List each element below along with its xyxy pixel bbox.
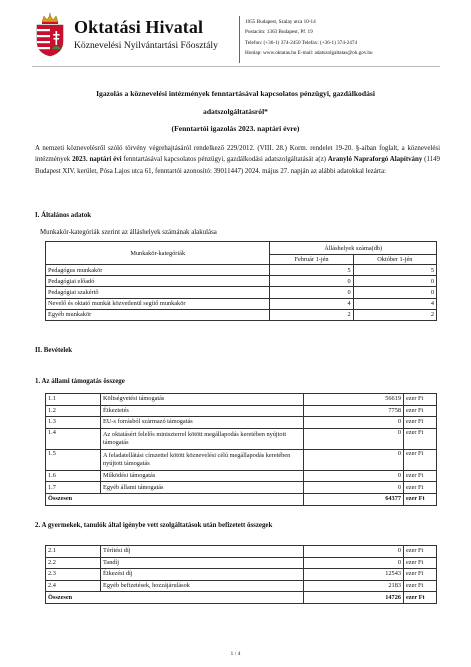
table-row [46,298,437,309]
row-number: 1.1 [46,394,101,406]
row-unit: ezer Ft [404,417,437,429]
table-row [46,276,437,287]
state-support-heading: 1. Az állami támogatás összege [35,378,125,385]
org-name: Oktatási Hivatal [74,17,204,37]
header-rule [32,66,440,67]
row-unit: ezer Ft [404,580,437,592]
fees-table [45,545,437,604]
row-unit: ezer Ft [404,482,437,494]
document-title [40,85,431,138]
row-label: A feladatellátási címzettel kötött köznevelési célú megállapodás keretében nyújtott támogatás [101,449,304,470]
total-row [46,592,437,604]
row-number: 1.2 [46,405,101,417]
row-unit: ezer Ft [404,394,437,406]
title-line-2: adatszolgáltatásról* [203,106,268,116]
address-line: 1055 Budapest, Szalay utca 10-14 [245,19,316,25]
row-number: 2.1 [46,546,101,558]
table-row [46,557,437,569]
table-row [46,394,437,406]
row-label: Pedagógiai előadó [46,276,270,287]
page-number: 1 / 4 [230,651,241,657]
row-number: 1.7 [46,482,101,494]
total-label: Összesen [46,493,304,505]
row-amount: 7758 [304,405,404,417]
intro-part-1: A nemzeti köznevelésről szóló törvény végrehajtásáról rendelkező 229/2012. (VIII. 28.) Korm. rendelet 19-20. §-aiban foglalt, a köznevelési intézmények [35,145,440,164]
table-caption: Munkakör-kategóriák szerint az álláshelyek számának alakulása [40,229,217,236]
row-label: Egyéb befizetések, hozzájárulások [101,580,304,592]
row-unit: ezer Ft [404,569,437,581]
row-label: Költségvetési támogatás [101,394,304,406]
row-label: Egyéb munkakör [46,309,270,320]
oct-value: 5 [353,265,436,276]
total-unit: ezer Ft [404,592,437,604]
total-label: Összesen [46,592,304,604]
row-amount: 0 [304,417,404,429]
title-line-3: (Fenntartói igazolás 2023. naptári évre) [171,124,300,133]
header-divider [239,16,240,63]
table-row [46,405,437,417]
row-number: 1.5 [46,449,101,470]
total-amount: 64377 [304,493,404,505]
feb-value: 0 [270,287,353,298]
table-row [46,482,437,494]
feb-value: 5 [270,265,353,276]
row-unit: ezer Ft [404,405,437,417]
feb-value: 0 [270,276,353,287]
row-label: Működési támogatás [101,470,304,482]
oct-value: 2 [353,309,436,320]
row-label: Térítési díj [101,546,304,558]
section-general-heading: I. Általános adatok [35,212,92,219]
row-amount: 0 [304,428,404,449]
contact-block [245,17,465,58]
postal-line: Postacím: 1363 Budapest, Pf. 19 [245,29,313,36]
row-amount: 56619 [304,394,404,406]
state-support-table [45,393,437,506]
row-label: Pedagógus munkakör [46,265,270,276]
row-label: Pedagógiai szakértő [46,287,270,298]
intro-part-3: fenntartásával kapcsolatos pénzügyi, gazdálkodási adatszolgáltatását a(z) [121,156,328,164]
total-unit: ezer Ft [404,493,437,505]
intro-year: 2023 [72,156,86,164]
feb-value: 4 [270,298,353,309]
table-row [46,265,437,276]
row-label: Étkezési díj [101,569,304,581]
title-line-1: Igazolás a köznevelési intézmények fenntartásával kapcsolatos pénzügyi, gazdálkodási [96,89,375,98]
row-label: EU-s forrásból származó támogatás [101,417,304,429]
table-row [46,470,437,482]
oct-value: 4 [353,298,436,309]
row-amount: 12543 [304,569,404,581]
table-row [46,449,437,470]
web-line: Honlap: www.oktatas.hu E-mail: adatszolgaltatas@oh.gov.hu [245,49,373,56]
table-row [46,309,437,320]
intro-paragraph [35,143,440,177]
org-subtitle: Köznevelési Nyilvántartási Főosztály [74,40,218,51]
row-label: Az oktatásért felelős miniszterrel kötött megállapodás keretében nyújtott támogatás [101,428,304,449]
row-label: Nevelő és oktató munkát közvetlenül segítő munkakör [46,298,270,309]
row-unit: ezer Ft [404,557,437,569]
row-unit: ezer Ft [404,546,437,558]
row-amount: 0 [304,557,404,569]
row-unit: ezer Ft [404,470,437,482]
row-number: 2.4 [46,580,101,592]
row-label: Egyéb állami támogatás [101,482,304,494]
col-header-feb: Február 1-jén [270,255,353,265]
row-amount: 0 [304,482,404,494]
row-number: 2.2 [46,557,101,569]
table-row [46,417,437,429]
fees-heading: 2. A gyermekek, tanulók által igénybe vett szolgáltatások után befizetett összegek [35,522,273,529]
table-row [46,287,437,298]
total-row [46,493,437,505]
row-amount: 2183 [304,580,404,592]
row-unit: ezer Ft [404,449,437,470]
oct-value: 0 [353,287,436,298]
total-amount: 14726 [304,592,404,604]
row-amount: 0 [304,449,404,470]
col-header-group: Álláshelyek száma(db) [270,242,437,255]
intro-part-4: (1149 Budapest XIV. kerület, Pósa Lajos utca 61, fenntartói azonosító: 39011447) 2024. május 27. napján az alábbi adatokkal lezárta: [35,156,440,175]
oct-value: 0 [353,276,436,287]
hungarian-coat-of-arms-icon [33,13,67,57]
phone-line: Telefon: (+36-1) 374-2450 Telefax: (+36-1) 374-2474 [245,39,358,46]
table-row [46,546,437,558]
row-unit: ezer Ft [404,428,437,449]
row-number: 2.3 [46,569,101,581]
row-number: 1.4 [46,428,101,449]
intro-part-2: . naptári évi [85,156,122,164]
row-amount: 0 [304,546,404,558]
section-income-heading: II. Bevételek [35,347,73,354]
row-label: Tandíj [101,557,304,569]
row-label: Étkeztetés [101,405,304,417]
row-number: 1.3 [46,417,101,429]
staff-positions-table [45,241,437,321]
table-row [46,569,437,581]
feb-value: 2 [270,309,353,320]
row-amount: 0 [304,470,404,482]
col-header-oct: Október 1-jén [353,255,436,265]
row-number: 1.6 [46,470,101,482]
col-header-category: Munkakör-kategóriák [46,242,270,265]
intro-foundation: Aranyló Napraforgó Alapítvány [327,156,423,164]
table-row [46,580,437,592]
table-row [46,428,437,449]
